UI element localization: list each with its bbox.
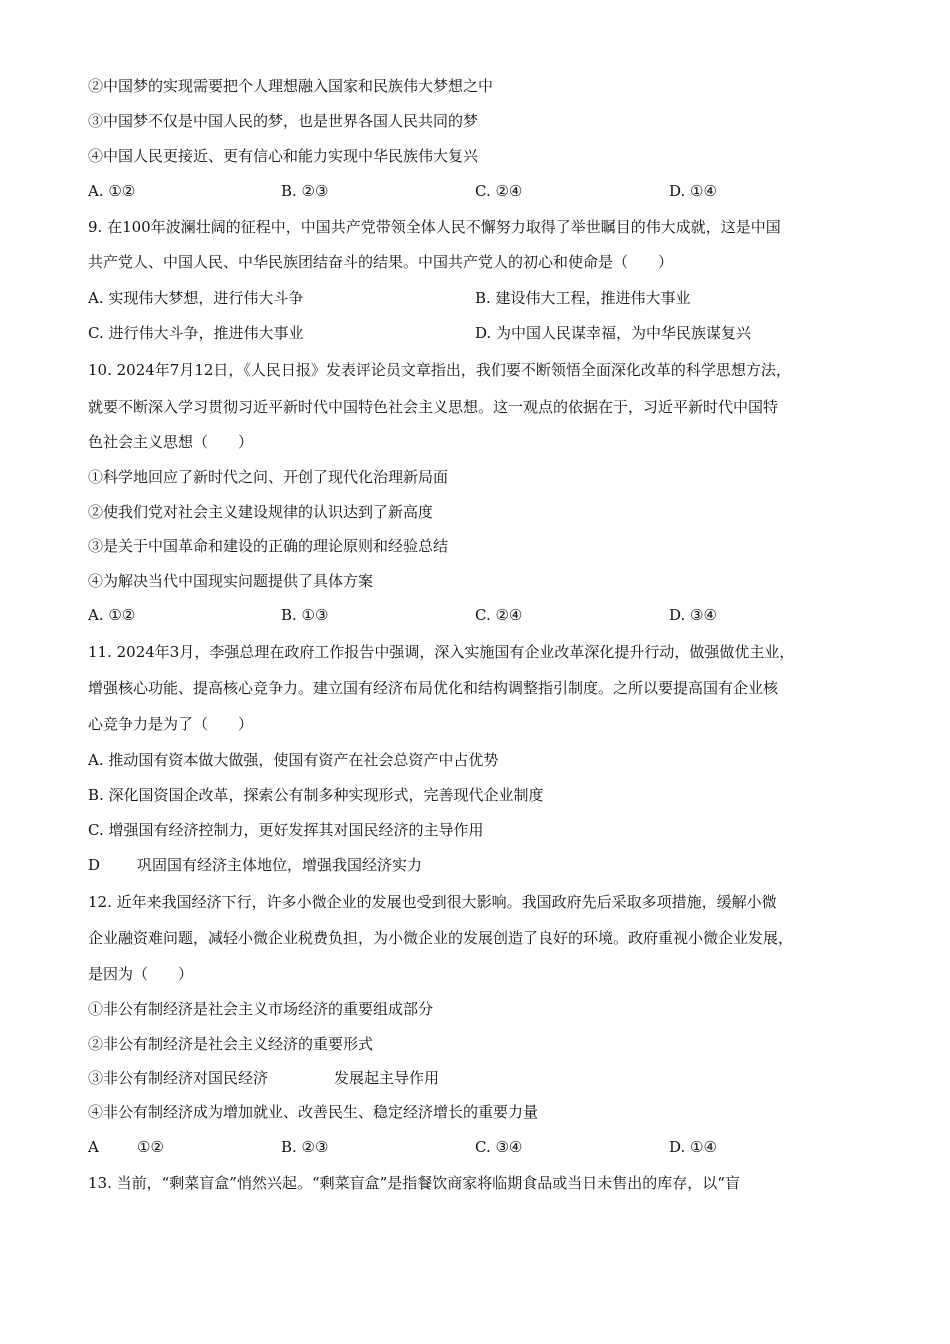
- q9-option-b: B. 建设伟大工程，推进伟大事业: [475, 289, 691, 307]
- q10-option-c: C. ②④: [475, 606, 523, 624]
- q10-option-b: B. ①③: [281, 606, 329, 624]
- q10-option-d: D. ③④: [669, 606, 717, 624]
- q11-stem-line-1: 11. 2024年3月，李强总理在政府工作报告中强调，深入实施国有企业改革深化提升行动，做强做优主业，: [88, 643, 795, 661]
- q8-item-4: ④中国人民更接近、更有信心和能力实现中华民族伟大复兴: [88, 147, 479, 165]
- q8-item-3: ③中国梦不仅是中国人民的梦，也是世界各国人民共同的梦: [88, 112, 479, 130]
- q8-option-b: B. ②③: [281, 182, 329, 200]
- q8-option-c: C. ②④: [475, 182, 523, 200]
- q12-item-2: ②非公有制经济是社会主义经济的重要形式: [88, 1035, 374, 1053]
- q12-item-3-part-1: ③非公有制经济对国民经济: [88, 1069, 269, 1087]
- q12-option-c: C. ③④: [475, 1138, 523, 1156]
- q11-option-c: C. 增强国有经济控制力，更好发挥其对国民经济的主导作用: [88, 821, 484, 839]
- q9-option-c: C. 进行伟大斗争，推进伟大事业: [88, 324, 304, 342]
- q9-option-a: A. 实现伟大梦想，进行伟大斗争: [88, 289, 304, 307]
- q12-item-1: ①非公有制经济是社会主义市场经济的重要组成部分: [88, 1000, 434, 1018]
- q8-option-d: D. ①④: [669, 182, 717, 200]
- q12-option-a-label: A: [88, 1138, 99, 1156]
- q9-stem-line-2: 共产党人、中国人民、中华民族团结奋斗的结果。中国共产党人的初心和使命是（ ）: [88, 253, 674, 271]
- q8-item-2: ②中国梦的实现需要把个人理想融入国家和民族伟大梦想之中: [88, 77, 494, 95]
- q12-item-3-part-2: 发展起主导作用: [334, 1069, 440, 1087]
- q11-stem-line-2: 增强核心功能、提高核心竞争力。建立国有经济布局优化和结构调整指引制度。之所以要提高国有企业核: [88, 679, 779, 697]
- q13-stem-line-1: 13. 当前，“剩菜盲盒”悄然兴起。“剩菜盲盒”是指餐饮商家将临期食品或当日未售出的库存，以“盲: [88, 1174, 740, 1192]
- q9-option-d: D. 为中国人民谋幸福，为中华民族谋复兴: [475, 324, 752, 342]
- q12-option-b: B. ②③: [281, 1138, 329, 1156]
- q8-option-a: A. ①②: [88, 182, 136, 200]
- q10-item-1: ①科学地回应了新时代之问、开创了现代化治理新局面: [88, 468, 449, 486]
- q12-stem-line-3: 是因为（ ）: [88, 965, 194, 983]
- q10-item-3: ③是关于中国革命和建设的正确的理论原则和经验总结: [88, 537, 449, 555]
- q10-option-a: A. ①②: [88, 606, 136, 624]
- q11-option-b: B. 深化国资国企改革，探索公有制多种实现形式，完善现代企业制度: [88, 786, 544, 804]
- q12-item-4: ④非公有制经济成为增加就业、改善民生、稳定经济增长的重要力量: [88, 1103, 539, 1121]
- q12-stem-line-2: 企业融资难问题，减轻小微企业税费负担，为小微企业的发展创造了良好的环境。政府重视小微企业发展，: [88, 929, 794, 947]
- q11-option-d-text: 巩固国有经济主体地位，增强我国经济实力: [137, 856, 423, 874]
- q11-stem-line-3: 心竞争力是为了（ ）: [88, 715, 254, 733]
- q10-item-2: ②使我们党对社会主义建设规律的认识达到了新高度: [88, 503, 434, 521]
- q11-option-a: A. 推动国有资本做大做强，使国有资产在社会总资产中占优势: [88, 751, 499, 769]
- q12-option-d: D. ①④: [669, 1138, 717, 1156]
- q12-stem-line-1: 12. 近年来我国经济下行，许多小微企业的发展也受到很大影响。我国政府先后采取多项措施，缓解小微: [88, 893, 777, 911]
- q10-stem-line-1: 10. 2024年7月12日，《人民日报》发表评论员文章指出，我们要不断领悟全面深化改革的科学思想方法，: [88, 361, 791, 379]
- q12-option-a-text: ①②: [137, 1138, 164, 1156]
- q10-stem-line-2: 就要不断深入学习贯彻习近平新时代中国特色社会主义思想。这一观点的依据在于，习近平新时代中国特: [88, 398, 779, 416]
- q9-stem-line-1: 9. 在100年波澜壮阔的征程中，中国共产党带领全体人民不懈努力取得了举世瞩目的伟大成就，这是中国: [88, 218, 781, 236]
- q11-option-d-label: D: [88, 856, 101, 874]
- q10-stem-line-3: 色社会主义思想（ ）: [88, 433, 254, 451]
- q10-item-4: ④为解决当代中国现实问题提供了具体方案: [88, 572, 374, 590]
